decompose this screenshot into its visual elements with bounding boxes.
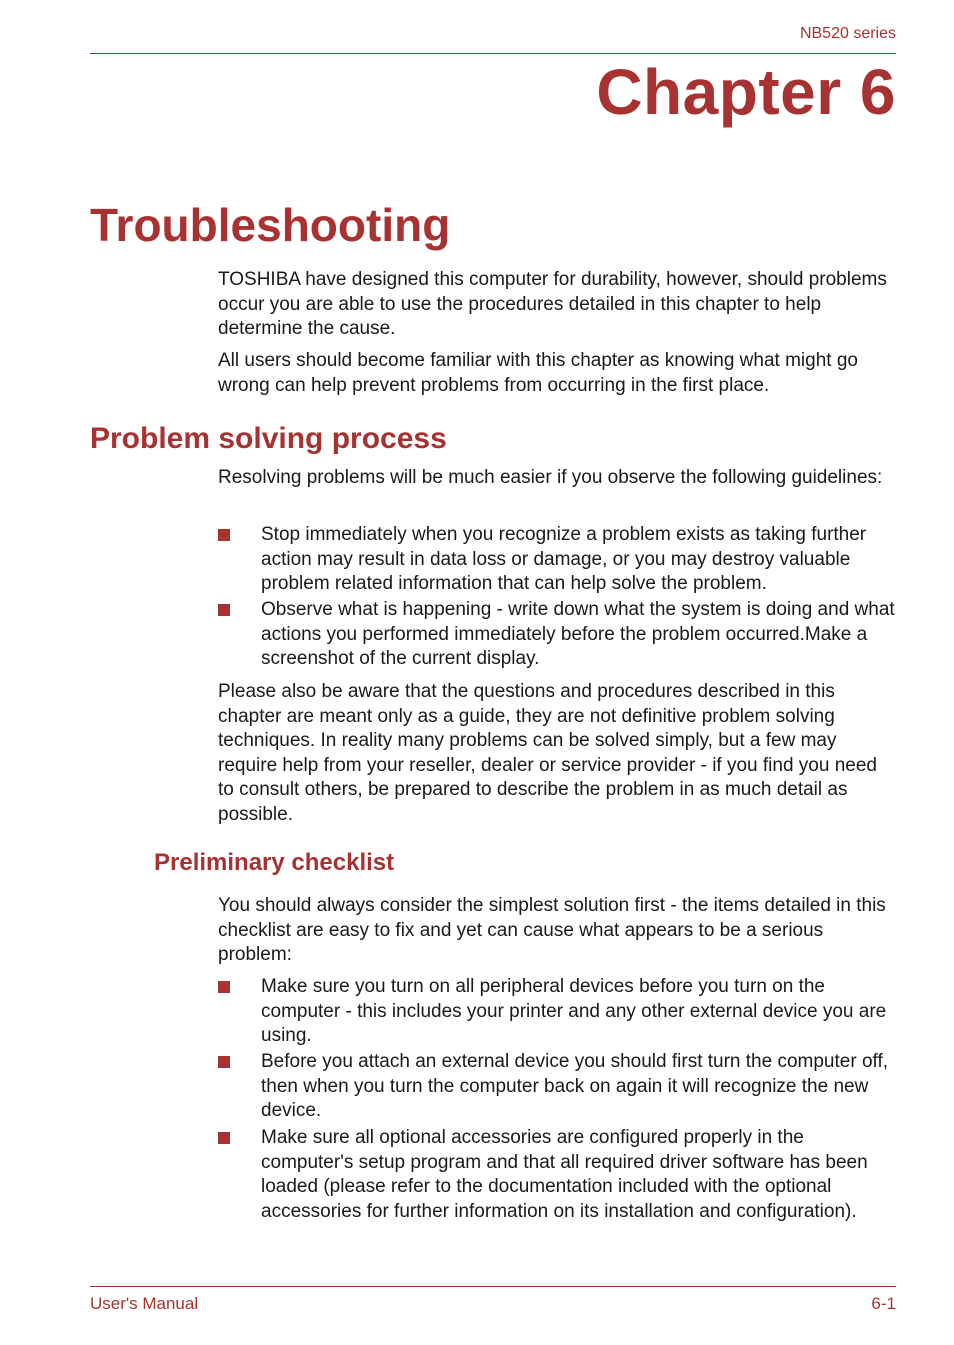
intro-paragraph-2: All users should become familiar with this chapter as knowing what might go wrong can help prevent problems from occurring in the first place. <box>218 350 858 396</box>
footer-rule <box>90 1286 896 1287</box>
header-rule <box>90 53 896 54</box>
checklist-bullet-3 <box>218 1126 898 1224</box>
checklist-bullet-1 <box>218 975 898 1049</box>
problem-solving-lead: Resolving problems will be much easier if you observe the following guidelines: <box>218 467 883 488</box>
footer-manual-label: User's Manual <box>90 1294 199 1313</box>
checklist-bullet-2 <box>218 1050 898 1124</box>
bullet-square-icon <box>218 604 230 616</box>
footer-page-number: 6-1 <box>871 1294 896 1313</box>
checklist-lead: You should always consider the simplest solution first - the items detailed in this checklist are easy to fix and yet can cause what appears to be a serious problem: <box>218 895 886 965</box>
intro-paragraph-1: TOSHIBA have designed this computer for durability, however, should problems occur you are able to use the procedures detailed in this chapter to help determine the cause. <box>218 269 887 339</box>
section-heading-problem-solving: Problem solving process <box>90 422 447 455</box>
list-item: Stop immediately when you recognize a problem exists as taking further action may result in data loss or damage, or you may destroy valuable problem related information that can help solve the problem. <box>218 523 898 597</box>
list-item: Make sure you turn on all peripheral devices before you turn on the computer - this includes your printer and any other external device you are using. <box>218 975 898 1049</box>
list-item: Make sure all optional accessories are configured properly in the computer's setup program and that all required driver software has been loaded (please refer to the documentation included with the optional accessories for further information on its installation and configuration). <box>218 1126 898 1224</box>
subsection-heading-preliminary-checklist: Preliminary checklist <box>154 849 395 876</box>
list-item: Observe what is happening - write down what the system is doing and what actions you performed immediately before the problem occurred.Make a screenshot of the current display. <box>218 598 898 672</box>
problem-solving-bullet-list-2 <box>218 598 898 672</box>
bullet-square-icon <box>218 529 230 541</box>
series-label: NB520 series <box>799 25 896 42</box>
problem-solving-bullet-list <box>218 523 898 597</box>
chapter-label: Chapter 6 <box>596 56 896 128</box>
bullet-square-icon <box>218 981 230 993</box>
bullet-square-icon <box>218 1132 230 1144</box>
list-item: Before you attach an external device you should first turn the computer off, then when you turn the computer back on again it will recognize the new device. <box>218 1050 898 1124</box>
chapter-title: Troubleshooting <box>90 199 451 251</box>
problem-solving-closing: Please also be aware that the questions and procedures described in this chapter are meant only as a guide, they are not definitive problem solving techniques. In reality many problems can be solved simply, but a few may require help from your reseller, dealer or service provider - if you find you need to consult others, be prepared to describe the problem in as much detail as possible. <box>218 681 877 825</box>
bullet-square-icon <box>218 1056 230 1068</box>
